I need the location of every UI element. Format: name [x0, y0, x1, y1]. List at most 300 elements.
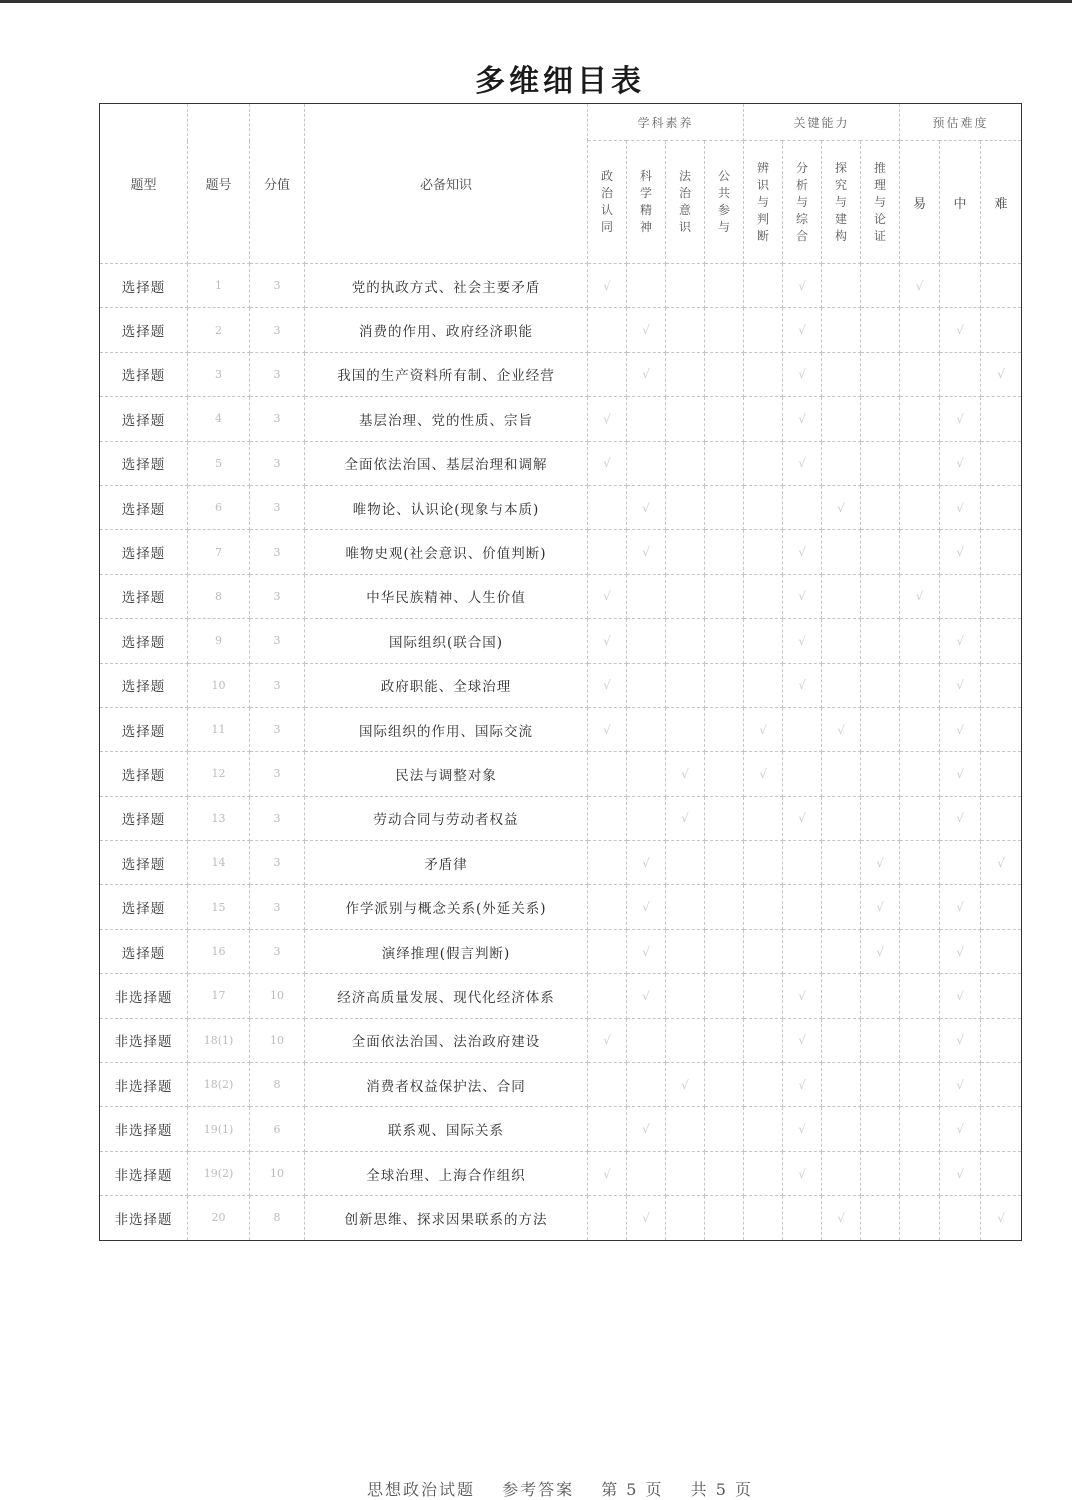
ability-mark-cell: √	[783, 308, 822, 352]
literacy-mark-cell	[705, 308, 744, 352]
score-cell: 3	[250, 264, 305, 308]
literacy-mark-cell: √	[588, 1151, 627, 1195]
score-cell: 10	[250, 1151, 305, 1195]
ability-mark-cell	[783, 841, 822, 885]
literacy-mark-cell	[705, 663, 744, 707]
literacy-mark-cell	[666, 663, 705, 707]
question-number-cell: 1	[188, 264, 250, 308]
difficulty-mark-cell	[981, 1151, 1022, 1195]
difficulty-mark-cell	[900, 530, 940, 574]
literacy-mark-cell	[705, 929, 744, 973]
header-ability-2-label: 探究与建构	[835, 160, 848, 243]
ability-mark-cell	[744, 530, 783, 574]
header-type: 题型	[100, 104, 188, 264]
knowledge-cell: 政府职能、全球治理	[305, 663, 588, 707]
ability-mark-cell	[861, 752, 900, 796]
ability-mark-cell	[744, 308, 783, 352]
table-row	[100, 796, 1022, 840]
question-type-cell: 选择题	[100, 841, 188, 885]
question-type-cell: 非选择题	[100, 1196, 188, 1240]
literacy-mark-cell: √	[627, 1196, 666, 1240]
question-number-cell: 11	[188, 707, 250, 751]
difficulty-mark-cell	[900, 841, 940, 885]
literacy-mark-cell	[666, 308, 705, 352]
table-row	[100, 707, 1022, 751]
question-number-cell: 4	[188, 397, 250, 441]
knowledge-cell: 经济高质量发展、现代化经济体系	[305, 974, 588, 1018]
ability-mark-cell	[744, 352, 783, 396]
ability-mark-cell	[744, 1151, 783, 1195]
difficulty-mark-cell: √	[940, 1107, 981, 1151]
header-difficulty-hard: 难	[981, 141, 1022, 264]
difficulty-mark-cell	[981, 707, 1022, 751]
knowledge-cell: 全面依法治国、法治政府建设	[305, 1018, 588, 1062]
difficulty-mark-cell: √	[981, 352, 1022, 396]
header-ability-2	[822, 141, 861, 264]
difficulty-mark-cell	[981, 1063, 1022, 1107]
difficulty-mark-cell	[981, 441, 1022, 485]
knowledge-cell: 矛盾律	[305, 841, 588, 885]
ability-mark-cell	[744, 397, 783, 441]
literacy-mark-cell	[705, 530, 744, 574]
difficulty-mark-cell: √	[940, 796, 981, 840]
header-score: 分值	[250, 104, 305, 264]
question-type-cell: 选择题	[100, 397, 188, 441]
knowledge-cell: 全球治理、上海合作组织	[305, 1151, 588, 1195]
ability-mark-cell	[822, 841, 861, 885]
literacy-mark-cell: √	[588, 707, 627, 751]
ability-mark-cell	[861, 308, 900, 352]
ability-mark-cell	[822, 308, 861, 352]
table-row	[100, 397, 1022, 441]
footer-label: 参考答案	[502, 1480, 575, 1499]
ability-mark-cell	[822, 1063, 861, 1107]
question-type-cell: 选择题	[100, 663, 188, 707]
knowledge-cell: 劳动合同与劳动者权益	[305, 796, 588, 840]
difficulty-mark-cell	[940, 574, 981, 618]
literacy-mark-cell	[588, 352, 627, 396]
question-number-cell: 13	[188, 796, 250, 840]
difficulty-mark-cell: √	[940, 974, 981, 1018]
ability-mark-cell: √	[783, 574, 822, 618]
header-ability-0-label: 辨识与判断	[757, 160, 770, 243]
difficulty-mark-cell	[900, 707, 940, 751]
table-row	[100, 574, 1022, 618]
question-type-cell: 选择题	[100, 619, 188, 663]
difficulty-mark-cell	[900, 752, 940, 796]
literacy-mark-cell	[588, 1196, 627, 1240]
difficulty-mark-cell: √	[940, 485, 981, 529]
ability-mark-cell	[744, 1107, 783, 1151]
table-row	[100, 619, 1022, 663]
ability-mark-cell	[822, 1107, 861, 1151]
literacy-mark-cell: √	[666, 796, 705, 840]
literacy-mark-cell: √	[666, 1063, 705, 1107]
literacy-mark-cell	[666, 352, 705, 396]
difficulty-mark-cell	[900, 619, 940, 663]
difficulty-mark-cell: √	[940, 1018, 981, 1062]
literacy-mark-cell	[666, 841, 705, 885]
table-row	[100, 264, 1022, 308]
table-row	[100, 352, 1022, 396]
literacy-mark-cell: √	[627, 308, 666, 352]
literacy-mark-cell: √	[627, 974, 666, 1018]
literacy-mark-cell	[705, 352, 744, 396]
literacy-mark-cell	[588, 885, 627, 929]
ability-mark-cell	[822, 1151, 861, 1195]
ability-mark-cell	[822, 974, 861, 1018]
question-number-cell: 20	[188, 1196, 250, 1240]
score-cell: 3	[250, 397, 305, 441]
knowledge-cell: 演绎推理(假言判断)	[305, 929, 588, 973]
ability-mark-cell	[744, 841, 783, 885]
question-type-cell: 选择题	[100, 441, 188, 485]
difficulty-mark-cell	[900, 796, 940, 840]
score-cell: 8	[250, 1196, 305, 1240]
literacy-mark-cell	[666, 1107, 705, 1151]
literacy-mark-cell: √	[588, 397, 627, 441]
literacy-mark-cell	[705, 485, 744, 529]
literacy-mark-cell: √	[627, 352, 666, 396]
difficulty-mark-cell	[981, 485, 1022, 529]
table-row	[100, 841, 1022, 885]
ability-mark-cell: √	[783, 974, 822, 1018]
ability-mark-cell	[861, 1196, 900, 1240]
ability-mark-cell: √	[822, 707, 861, 751]
table-row	[100, 1063, 1022, 1107]
score-cell: 3	[250, 752, 305, 796]
ability-mark-cell: √	[783, 1107, 822, 1151]
literacy-mark-cell	[666, 530, 705, 574]
header-literacy-3-label: 公共参与	[717, 169, 730, 234]
ability-mark-cell	[744, 1018, 783, 1062]
footer-subject: 思想政治试题	[366, 1480, 475, 1499]
difficulty-mark-cell	[900, 1063, 940, 1107]
question-type-cell: 选择题	[100, 530, 188, 574]
ability-mark-cell: √	[783, 1063, 822, 1107]
header-ability-1	[783, 141, 822, 264]
literacy-mark-cell: √	[588, 619, 627, 663]
difficulty-mark-cell: √	[940, 397, 981, 441]
header-ability-1-label: 分析与综合	[796, 160, 809, 243]
difficulty-mark-cell	[940, 264, 981, 308]
literacy-mark-cell	[666, 885, 705, 929]
literacy-mark-cell	[705, 707, 744, 751]
ability-mark-cell	[744, 485, 783, 529]
difficulty-mark-cell	[981, 796, 1022, 840]
header-difficulty-medium: 中	[940, 141, 981, 264]
literacy-mark-cell	[588, 974, 627, 1018]
difficulty-mark-cell: √	[940, 530, 981, 574]
ability-mark-cell: √	[744, 707, 783, 751]
literacy-mark-cell	[627, 574, 666, 618]
literacy-mark-cell	[705, 264, 744, 308]
header-difficulty-easy: 易	[900, 141, 940, 264]
literacy-mark-cell	[705, 619, 744, 663]
literacy-mark-cell: √	[588, 1018, 627, 1062]
ability-mark-cell	[783, 752, 822, 796]
literacy-mark-cell	[666, 1018, 705, 1062]
difficulty-mark-cell	[981, 530, 1022, 574]
ability-mark-cell	[861, 264, 900, 308]
difficulty-mark-cell	[900, 1151, 940, 1195]
ability-mark-cell	[861, 397, 900, 441]
score-cell: 10	[250, 974, 305, 1018]
knowledge-cell: 消费的作用、政府经济职能	[305, 308, 588, 352]
literacy-mark-cell	[705, 796, 744, 840]
header-literacy-0	[588, 141, 627, 264]
ability-mark-cell	[861, 530, 900, 574]
question-type-cell: 非选择题	[100, 1063, 188, 1107]
table-row	[100, 1018, 1022, 1062]
table-row	[100, 885, 1022, 929]
difficulty-mark-cell: √	[940, 752, 981, 796]
question-type-cell: 选择题	[100, 752, 188, 796]
difficulty-mark-cell: √	[940, 885, 981, 929]
literacy-mark-cell	[627, 752, 666, 796]
difficulty-mark-cell	[981, 619, 1022, 663]
header-literacy-1-label: 科学精神	[639, 169, 652, 234]
ability-mark-cell	[822, 1018, 861, 1062]
literacy-mark-cell	[627, 663, 666, 707]
table-row	[100, 441, 1022, 485]
knowledge-cell: 唯物论、认识论(现象与本质)	[305, 485, 588, 529]
ability-mark-cell	[744, 441, 783, 485]
ability-mark-cell	[822, 397, 861, 441]
literacy-mark-cell	[666, 707, 705, 751]
question-number-cell: 14	[188, 841, 250, 885]
specification-table	[99, 103, 1022, 1241]
literacy-mark-cell	[666, 441, 705, 485]
literacy-mark-cell: √	[627, 929, 666, 973]
question-type-cell: 选择题	[100, 929, 188, 973]
question-number-cell: 15	[188, 885, 250, 929]
question-number-cell: 8	[188, 574, 250, 618]
question-type-cell: 选择题	[100, 485, 188, 529]
ability-mark-cell	[744, 885, 783, 929]
question-number-cell: 19(2)	[188, 1151, 250, 1195]
question-number-cell: 9	[188, 619, 250, 663]
difficulty-mark-cell: √	[940, 1063, 981, 1107]
header-ability-0	[744, 141, 783, 264]
difficulty-mark-cell	[981, 1107, 1022, 1151]
difficulty-mark-cell	[981, 574, 1022, 618]
difficulty-mark-cell	[900, 308, 940, 352]
difficulty-mark-cell	[940, 841, 981, 885]
knowledge-cell: 作学派别与概念关系(外延关系)	[305, 885, 588, 929]
literacy-mark-cell	[588, 485, 627, 529]
score-cell: 3	[250, 929, 305, 973]
question-number-cell: 18(2)	[188, 1063, 250, 1107]
ability-mark-cell	[744, 796, 783, 840]
score-cell: 3	[250, 530, 305, 574]
table-row	[100, 1107, 1022, 1151]
literacy-mark-cell	[705, 574, 744, 618]
ability-mark-cell	[783, 707, 822, 751]
ability-mark-cell: √	[783, 1151, 822, 1195]
score-cell: 3	[250, 441, 305, 485]
ability-mark-cell	[822, 441, 861, 485]
score-cell: 3	[250, 663, 305, 707]
ability-mark-cell	[744, 663, 783, 707]
difficulty-mark-cell	[900, 929, 940, 973]
literacy-mark-cell	[666, 619, 705, 663]
ability-mark-cell	[822, 752, 861, 796]
score-cell: 6	[250, 1107, 305, 1151]
question-type-cell: 非选择题	[100, 1018, 188, 1062]
literacy-mark-cell	[588, 1107, 627, 1151]
ability-mark-cell	[861, 574, 900, 618]
ability-mark-cell	[861, 1107, 900, 1151]
ability-mark-cell: √	[783, 530, 822, 574]
page-title: 多维细目表	[475, 64, 645, 99]
literacy-mark-cell	[666, 485, 705, 529]
difficulty-mark-cell	[900, 397, 940, 441]
score-cell: 3	[250, 796, 305, 840]
knowledge-cell: 消费者权益保护法、合同	[305, 1063, 588, 1107]
difficulty-mark-cell	[900, 1196, 940, 1240]
ability-mark-cell	[861, 663, 900, 707]
table-row	[100, 1151, 1022, 1195]
header-ability-3	[861, 141, 900, 264]
difficulty-mark-cell	[900, 663, 940, 707]
literacy-mark-cell	[588, 841, 627, 885]
ability-mark-cell: √	[822, 1196, 861, 1240]
question-number-cell: 7	[188, 530, 250, 574]
literacy-mark-cell	[666, 264, 705, 308]
difficulty-mark-cell	[900, 885, 940, 929]
literacy-mark-cell: √	[666, 752, 705, 796]
score-cell: 3	[250, 352, 305, 396]
literacy-mark-cell	[705, 1063, 744, 1107]
knowledge-cell: 国际组织(联合国)	[305, 619, 588, 663]
ability-mark-cell	[861, 974, 900, 1018]
question-number-cell: 3	[188, 352, 250, 396]
question-number-cell: 10	[188, 663, 250, 707]
ability-mark-cell	[744, 574, 783, 618]
difficulty-mark-cell: √	[981, 841, 1022, 885]
literacy-mark-cell	[627, 707, 666, 751]
ability-mark-cell: √	[744, 752, 783, 796]
question-type-cell: 选择题	[100, 796, 188, 840]
ability-mark-cell	[861, 796, 900, 840]
literacy-mark-cell: √	[627, 485, 666, 529]
ability-mark-cell: √	[861, 885, 900, 929]
literacy-mark-cell	[666, 974, 705, 1018]
header-literacy-2-label: 法治意识	[678, 169, 691, 234]
ability-mark-cell	[861, 485, 900, 529]
literacy-mark-cell	[588, 796, 627, 840]
ability-mark-cell	[822, 885, 861, 929]
footer-total: 共 5 页	[690, 1480, 754, 1499]
question-type-cell: 非选择题	[100, 974, 188, 1018]
score-cell: 3	[250, 574, 305, 618]
literacy-mark-cell	[666, 1196, 705, 1240]
literacy-mark-cell	[588, 752, 627, 796]
score-cell: 10	[250, 1018, 305, 1062]
difficulty-mark-cell: √	[940, 308, 981, 352]
ability-mark-cell: √	[783, 619, 822, 663]
difficulty-mark-cell: √	[940, 707, 981, 751]
ability-mark-cell	[861, 1151, 900, 1195]
difficulty-mark-cell: √	[940, 619, 981, 663]
difficulty-mark-cell	[900, 352, 940, 396]
score-cell: 3	[250, 885, 305, 929]
ability-mark-cell	[861, 1063, 900, 1107]
ability-mark-cell: √	[861, 929, 900, 973]
score-cell: 3	[250, 841, 305, 885]
question-number-cell: 6	[188, 485, 250, 529]
difficulty-mark-cell	[900, 441, 940, 485]
literacy-mark-cell	[666, 397, 705, 441]
question-number-cell: 12	[188, 752, 250, 796]
table-row	[100, 974, 1022, 1018]
difficulty-mark-cell: √	[940, 663, 981, 707]
literacy-mark-cell	[666, 1151, 705, 1195]
header-literacy-0-label: 政治认同	[600, 169, 613, 234]
question-type-cell: 选择题	[100, 352, 188, 396]
literacy-mark-cell	[627, 441, 666, 485]
literacy-mark-cell: √	[588, 574, 627, 618]
knowledge-cell: 联系观、国际关系	[305, 1107, 588, 1151]
ability-mark-cell	[861, 619, 900, 663]
question-number-cell: 18(1)	[188, 1018, 250, 1062]
literacy-mark-cell: √	[588, 441, 627, 485]
literacy-mark-cell	[666, 574, 705, 618]
table-row	[100, 752, 1022, 796]
question-number-cell: 17	[188, 974, 250, 1018]
difficulty-mark-cell	[940, 352, 981, 396]
table-row	[100, 530, 1022, 574]
literacy-mark-cell	[705, 1151, 744, 1195]
question-type-cell: 非选择题	[100, 1107, 188, 1151]
header-ability-3-label: 推理与论证	[874, 160, 887, 243]
literacy-mark-cell	[588, 530, 627, 574]
literacy-mark-cell	[627, 1018, 666, 1062]
score-cell: 3	[250, 619, 305, 663]
header-literacy-3	[705, 141, 744, 264]
literacy-mark-cell	[627, 1151, 666, 1195]
literacy-mark-cell	[627, 1063, 666, 1107]
question-type-cell: 选择题	[100, 308, 188, 352]
knowledge-cell: 唯物史观(社会意识、价值判断)	[305, 530, 588, 574]
ability-mark-cell: √	[783, 663, 822, 707]
literacy-mark-cell	[705, 1018, 744, 1062]
difficulty-mark-cell	[981, 308, 1022, 352]
literacy-mark-cell	[588, 308, 627, 352]
question-number-cell: 16	[188, 929, 250, 973]
ability-mark-cell	[861, 1018, 900, 1062]
literacy-mark-cell: √	[627, 841, 666, 885]
score-cell: 8	[250, 1063, 305, 1107]
literacy-mark-cell	[627, 264, 666, 308]
header-group-ability: 关键能力	[744, 104, 900, 141]
difficulty-mark-cell: √	[940, 929, 981, 973]
ability-mark-cell: √	[783, 1018, 822, 1062]
ability-mark-cell	[822, 264, 861, 308]
question-type-cell: 选择题	[100, 885, 188, 929]
top-rule	[0, 0, 1072, 3]
difficulty-mark-cell	[981, 397, 1022, 441]
literacy-mark-cell: √	[588, 264, 627, 308]
table-row	[100, 663, 1022, 707]
ability-mark-cell	[783, 885, 822, 929]
table-body	[100, 264, 1022, 1241]
question-type-cell: 选择题	[100, 264, 188, 308]
ability-mark-cell	[822, 352, 861, 396]
table-row	[100, 929, 1022, 973]
ability-mark-cell: √	[783, 441, 822, 485]
